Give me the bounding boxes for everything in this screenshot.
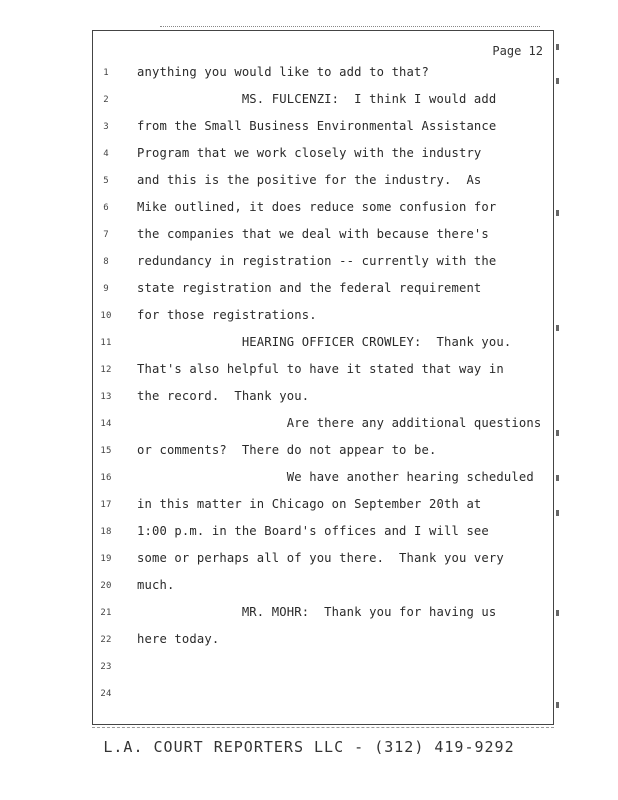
line-text: HEARING OFFICER CROWLEY: Thank you.	[137, 335, 512, 349]
line-text: We have another hearing scheduled	[137, 470, 534, 484]
transcript-line	[93, 389, 553, 407]
transcript-line	[93, 551, 553, 569]
transcript-line	[93, 362, 553, 380]
line-number: 14	[100, 419, 112, 429]
line-text: MR. MOHR: Thank you for having us	[137, 605, 497, 619]
page-number: Page 12	[492, 44, 543, 58]
transcript-line	[93, 659, 553, 677]
line-text: and this is the positive for the industry. As	[137, 173, 482, 187]
line-number: 15	[100, 446, 112, 456]
transcript-line	[93, 281, 553, 299]
line-number: 7	[103, 230, 109, 240]
transcript-line	[93, 146, 553, 164]
line-number: 22	[100, 635, 112, 645]
line-text: anything you would like to add to that?	[137, 65, 430, 79]
transcript-page	[92, 30, 554, 725]
line-number: 16	[100, 473, 112, 483]
transcript-line	[93, 65, 553, 83]
line-text: the companies that we deal with because there's	[137, 227, 489, 241]
transcript-line	[93, 200, 553, 218]
line-number: 8	[103, 257, 109, 267]
line-number: 10	[100, 311, 112, 321]
line-number: 1	[103, 68, 109, 78]
line-text: redundancy in registration -- currently with the	[137, 254, 497, 268]
line-text: Mike outlined, it does reduce some confusion for	[137, 200, 497, 214]
line-number: 20	[100, 581, 112, 591]
line-text: Are there any additional questions	[137, 416, 542, 430]
line-number: 12	[100, 365, 112, 375]
transcript-line	[93, 632, 553, 650]
line-text: for those registrations.	[137, 308, 317, 322]
line-number: 5	[103, 176, 109, 186]
scan-top-edge	[160, 26, 540, 27]
line-text: MS. FULCENZI: I think I would add	[137, 92, 497, 106]
transcript-line	[93, 254, 553, 272]
transcript-line	[93, 605, 553, 623]
transcript-line	[93, 173, 553, 191]
line-text: state registration and the federal requirement	[137, 281, 482, 295]
court-reporter-footer: L.A. COURT REPORTERS LLC - (312) 419-9292	[103, 738, 515, 756]
line-text: Program that we work closely with the industry	[137, 146, 482, 160]
line-number: 2	[103, 95, 109, 105]
line-number: 6	[103, 203, 109, 213]
transcript-line	[93, 416, 553, 434]
line-text: some or perhaps all of you there. Thank you very	[137, 551, 504, 565]
transcript-line	[93, 443, 553, 461]
line-number: 21	[100, 608, 112, 618]
line-text: the record. Thank you.	[137, 389, 310, 403]
line-text: from the Small Business Environmental Assistance	[137, 119, 497, 133]
line-number: 11	[100, 338, 112, 348]
line-text: That's also helpful to have it stated that way in	[137, 362, 504, 376]
line-number: 19	[100, 554, 112, 564]
line-text: much.	[137, 578, 175, 592]
transcript-line	[93, 497, 553, 515]
line-number: 3	[103, 122, 109, 132]
transcript-line	[93, 524, 553, 542]
line-text: or comments? There do not appear to be.	[137, 443, 437, 457]
transcript-line	[93, 119, 553, 137]
transcript-line	[93, 578, 553, 596]
line-number: 18	[100, 527, 112, 537]
line-text: 1:00 p.m. in the Board's offices and I will see	[137, 524, 489, 538]
line-number: 17	[100, 500, 112, 510]
transcript-line	[93, 92, 553, 110]
transcript-line	[93, 308, 553, 326]
line-number: 24	[100, 689, 112, 699]
line-text: here today.	[137, 632, 220, 646]
line-number: 4	[103, 149, 109, 159]
transcript-line	[93, 335, 553, 353]
line-text: in this matter in Chicago on September 20th at	[137, 497, 482, 511]
line-number: 13	[100, 392, 112, 402]
transcript-line	[93, 227, 553, 245]
transcript-line	[93, 470, 553, 488]
scan-bottom-edge	[92, 727, 554, 728]
line-number: 23	[100, 662, 112, 672]
transcript-line	[93, 686, 553, 704]
line-number: 9	[103, 284, 109, 294]
